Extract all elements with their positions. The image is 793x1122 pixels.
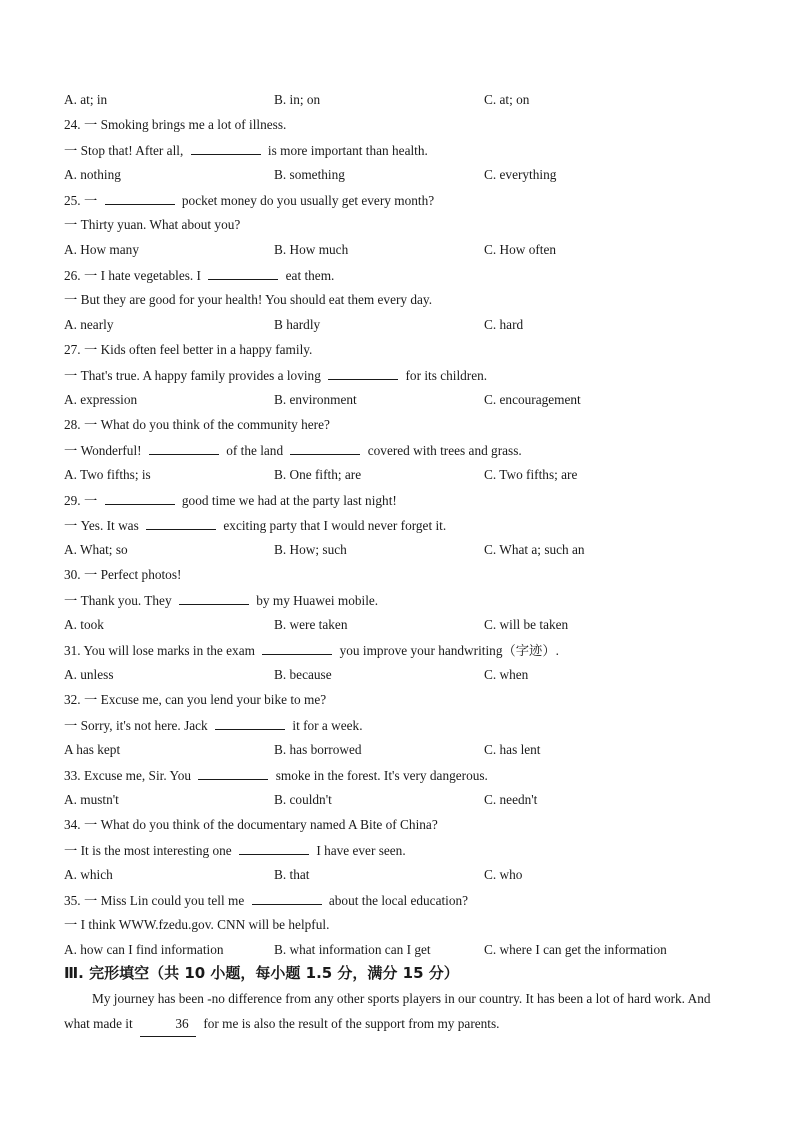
question-text: 一 Yes. It was (64, 518, 143, 533)
answer-blank[interactable] (105, 492, 175, 505)
question-text: exciting party that I would never forget it. (220, 518, 447, 533)
question-text: for its children. (402, 368, 488, 383)
question-line (64, 817, 438, 833)
answer-option: A. nearly (64, 317, 114, 332)
question-line (64, 917, 329, 933)
question-text: 一 Thank you. They (64, 593, 175, 608)
answer-option: C. everything (484, 167, 557, 182)
answer-option: B. that (274, 867, 310, 882)
question-line (64, 692, 326, 708)
question-line (64, 842, 406, 859)
question-text: 一 Sorry, it's not here. Jack (64, 718, 212, 733)
answer-blank[interactable] (290, 442, 360, 455)
question-text: 33. Excuse me, Sir. You (64, 768, 195, 783)
question-line (64, 292, 432, 308)
question-text: 27. 一 Kids often feel better in a happy family. (64, 342, 313, 357)
answer-option: B. were taken (274, 617, 348, 632)
section-heading: Ⅲ. 完形填空（共 10 小题，每小题 1.5 分，满分 15 分） (64, 964, 459, 982)
question-line (64, 442, 522, 459)
answer-option: A. Two fifths; is (64, 467, 151, 482)
question-line (64, 267, 334, 284)
question-text: smoke in the forest. It's very dangerous. (272, 768, 488, 783)
question-line (64, 492, 397, 509)
question-text: 31. You will lose marks in the exam (64, 643, 259, 658)
question-line (64, 567, 181, 583)
question-text: 一 But they are good for your health! You should eat them every day. (64, 292, 433, 307)
answer-blank[interactable] (191, 142, 261, 155)
cloze-paragraph (64, 986, 724, 1037)
answer-option: B. what information can I get (274, 942, 431, 957)
question-text: covered with trees and grass. (364, 443, 522, 458)
question-line (64, 892, 468, 909)
question-line (64, 717, 363, 734)
answer-blank[interactable] (105, 192, 175, 205)
answer-option: A. which (64, 867, 113, 882)
question-text: 一 Stop that! After all, (64, 143, 187, 158)
answer-option: C. at; on (484, 92, 530, 107)
answer-option: B. environment (274, 392, 357, 407)
answer-option: C. when (484, 667, 529, 682)
question-text: 32. 一 Excuse me, can you lend your bike to me? (64, 692, 327, 707)
answer-option: A. unless (64, 667, 114, 682)
answer-option: B. couldn't (274, 792, 332, 807)
question-text: 29. 一 (64, 493, 101, 508)
answer-option: C. What a; such an (484, 542, 585, 557)
answer-blank[interactable] (179, 592, 249, 605)
question-text: it for a week. (289, 718, 363, 733)
answer-blank[interactable] (198, 767, 268, 780)
answer-option: A. at; in (64, 92, 108, 107)
answer-blank[interactable] (146, 517, 216, 530)
question-text: 28. 一 What do you think of the community here? (64, 417, 330, 432)
cloze-text-start: My journey has been -no difference from any other sports players in our country. It has been a lot of hard work. And what made it (64, 991, 711, 1031)
answer-option: C. who (484, 867, 523, 882)
question-text: 24. 一 Smoking brings me a lot of illness. (64, 117, 287, 132)
question-line (64, 592, 378, 609)
answer-option: A. What; so (64, 542, 128, 557)
cloze-blank-36: 36 (140, 1011, 196, 1037)
question-line (64, 517, 446, 534)
answer-blank[interactable] (252, 892, 322, 905)
answer-option: C. How often (484, 242, 557, 257)
answer-option: A. expression (64, 392, 138, 407)
question-text: you improve your handwriting（字迹）. (336, 643, 559, 658)
question-text: 一 It is the most interesting one (64, 843, 235, 858)
answer-option: A. took (64, 617, 104, 632)
question-text: 25. 一 (64, 193, 101, 208)
question-text: 一 That's true. A happy family provides a loving (64, 368, 325, 383)
question-text: 一 I think WWW.fzedu.gov. CNN will be helpful. (64, 917, 330, 932)
question-line (64, 367, 487, 384)
answer-option: A. how can I find information (64, 942, 224, 957)
question-text: is more important than health. (264, 143, 428, 158)
question-text: 30. 一 Perfect photos! (64, 567, 182, 582)
question-line (64, 342, 312, 358)
answer-option: C. needn't (484, 792, 538, 807)
answer-option: B. something (274, 167, 345, 182)
question-text: 35. 一 Miss Lin could you tell me (64, 893, 248, 908)
question-line (64, 217, 240, 233)
answer-option: B. How; such (274, 542, 347, 557)
answer-option: C. Two fifths; are (484, 467, 578, 482)
question-text: 34. 一 What do you think of the documentary named A Bite of China? (64, 817, 438, 832)
question-text: pocket money do you usually get every month? (178, 193, 435, 208)
answer-option: A has kept (64, 742, 121, 757)
question-text: 一 Wonderful! (64, 443, 145, 458)
question-text: by my Huawei mobile. (252, 593, 379, 608)
question-line (64, 142, 428, 159)
answer-option: A. nothing (64, 167, 121, 182)
question-text: of the land (222, 443, 287, 458)
answer-blank[interactable] (208, 267, 278, 280)
answer-option: B. How much (274, 242, 349, 257)
answer-option: B hardly (274, 317, 321, 332)
answer-option: B. because (274, 667, 332, 682)
answer-option: A. mustn't (64, 792, 119, 807)
answer-option: C. hard (484, 317, 524, 332)
question-text: 26. 一 I hate vegetables. I (64, 268, 205, 283)
question-text: good time we had at the party last night! (178, 493, 397, 508)
question-line (64, 117, 286, 133)
answer-option: C. where I can get the information (484, 942, 667, 957)
answer-blank[interactable] (215, 717, 285, 730)
answer-blank[interactable] (149, 442, 219, 455)
answer-option: B. in; on (274, 92, 321, 107)
answer-option: A. How many (64, 242, 139, 257)
question-line (64, 417, 330, 433)
answer-option: C. has lent (484, 742, 541, 757)
answer-blank[interactable] (239, 842, 309, 855)
question-text: eat them. (282, 268, 335, 283)
answer-option: C. will be taken (484, 617, 569, 632)
question-line (64, 642, 559, 659)
answer-blank[interactable] (328, 367, 398, 380)
question-line (64, 767, 488, 784)
answer-blank[interactable] (262, 642, 332, 655)
cloze-text-end: for me is also the result of the support from my parents. (200, 1016, 500, 1031)
question-text: 一 Thirty yuan. What about you? (64, 217, 241, 232)
question-text: I have ever seen. (313, 843, 406, 858)
answer-option: B. has borrowed (274, 742, 362, 757)
answer-option: C. encouragement (484, 392, 581, 407)
answer-option: B. One fifth; are (274, 467, 362, 482)
question-line (64, 192, 434, 209)
question-text: about the local education? (325, 893, 469, 908)
